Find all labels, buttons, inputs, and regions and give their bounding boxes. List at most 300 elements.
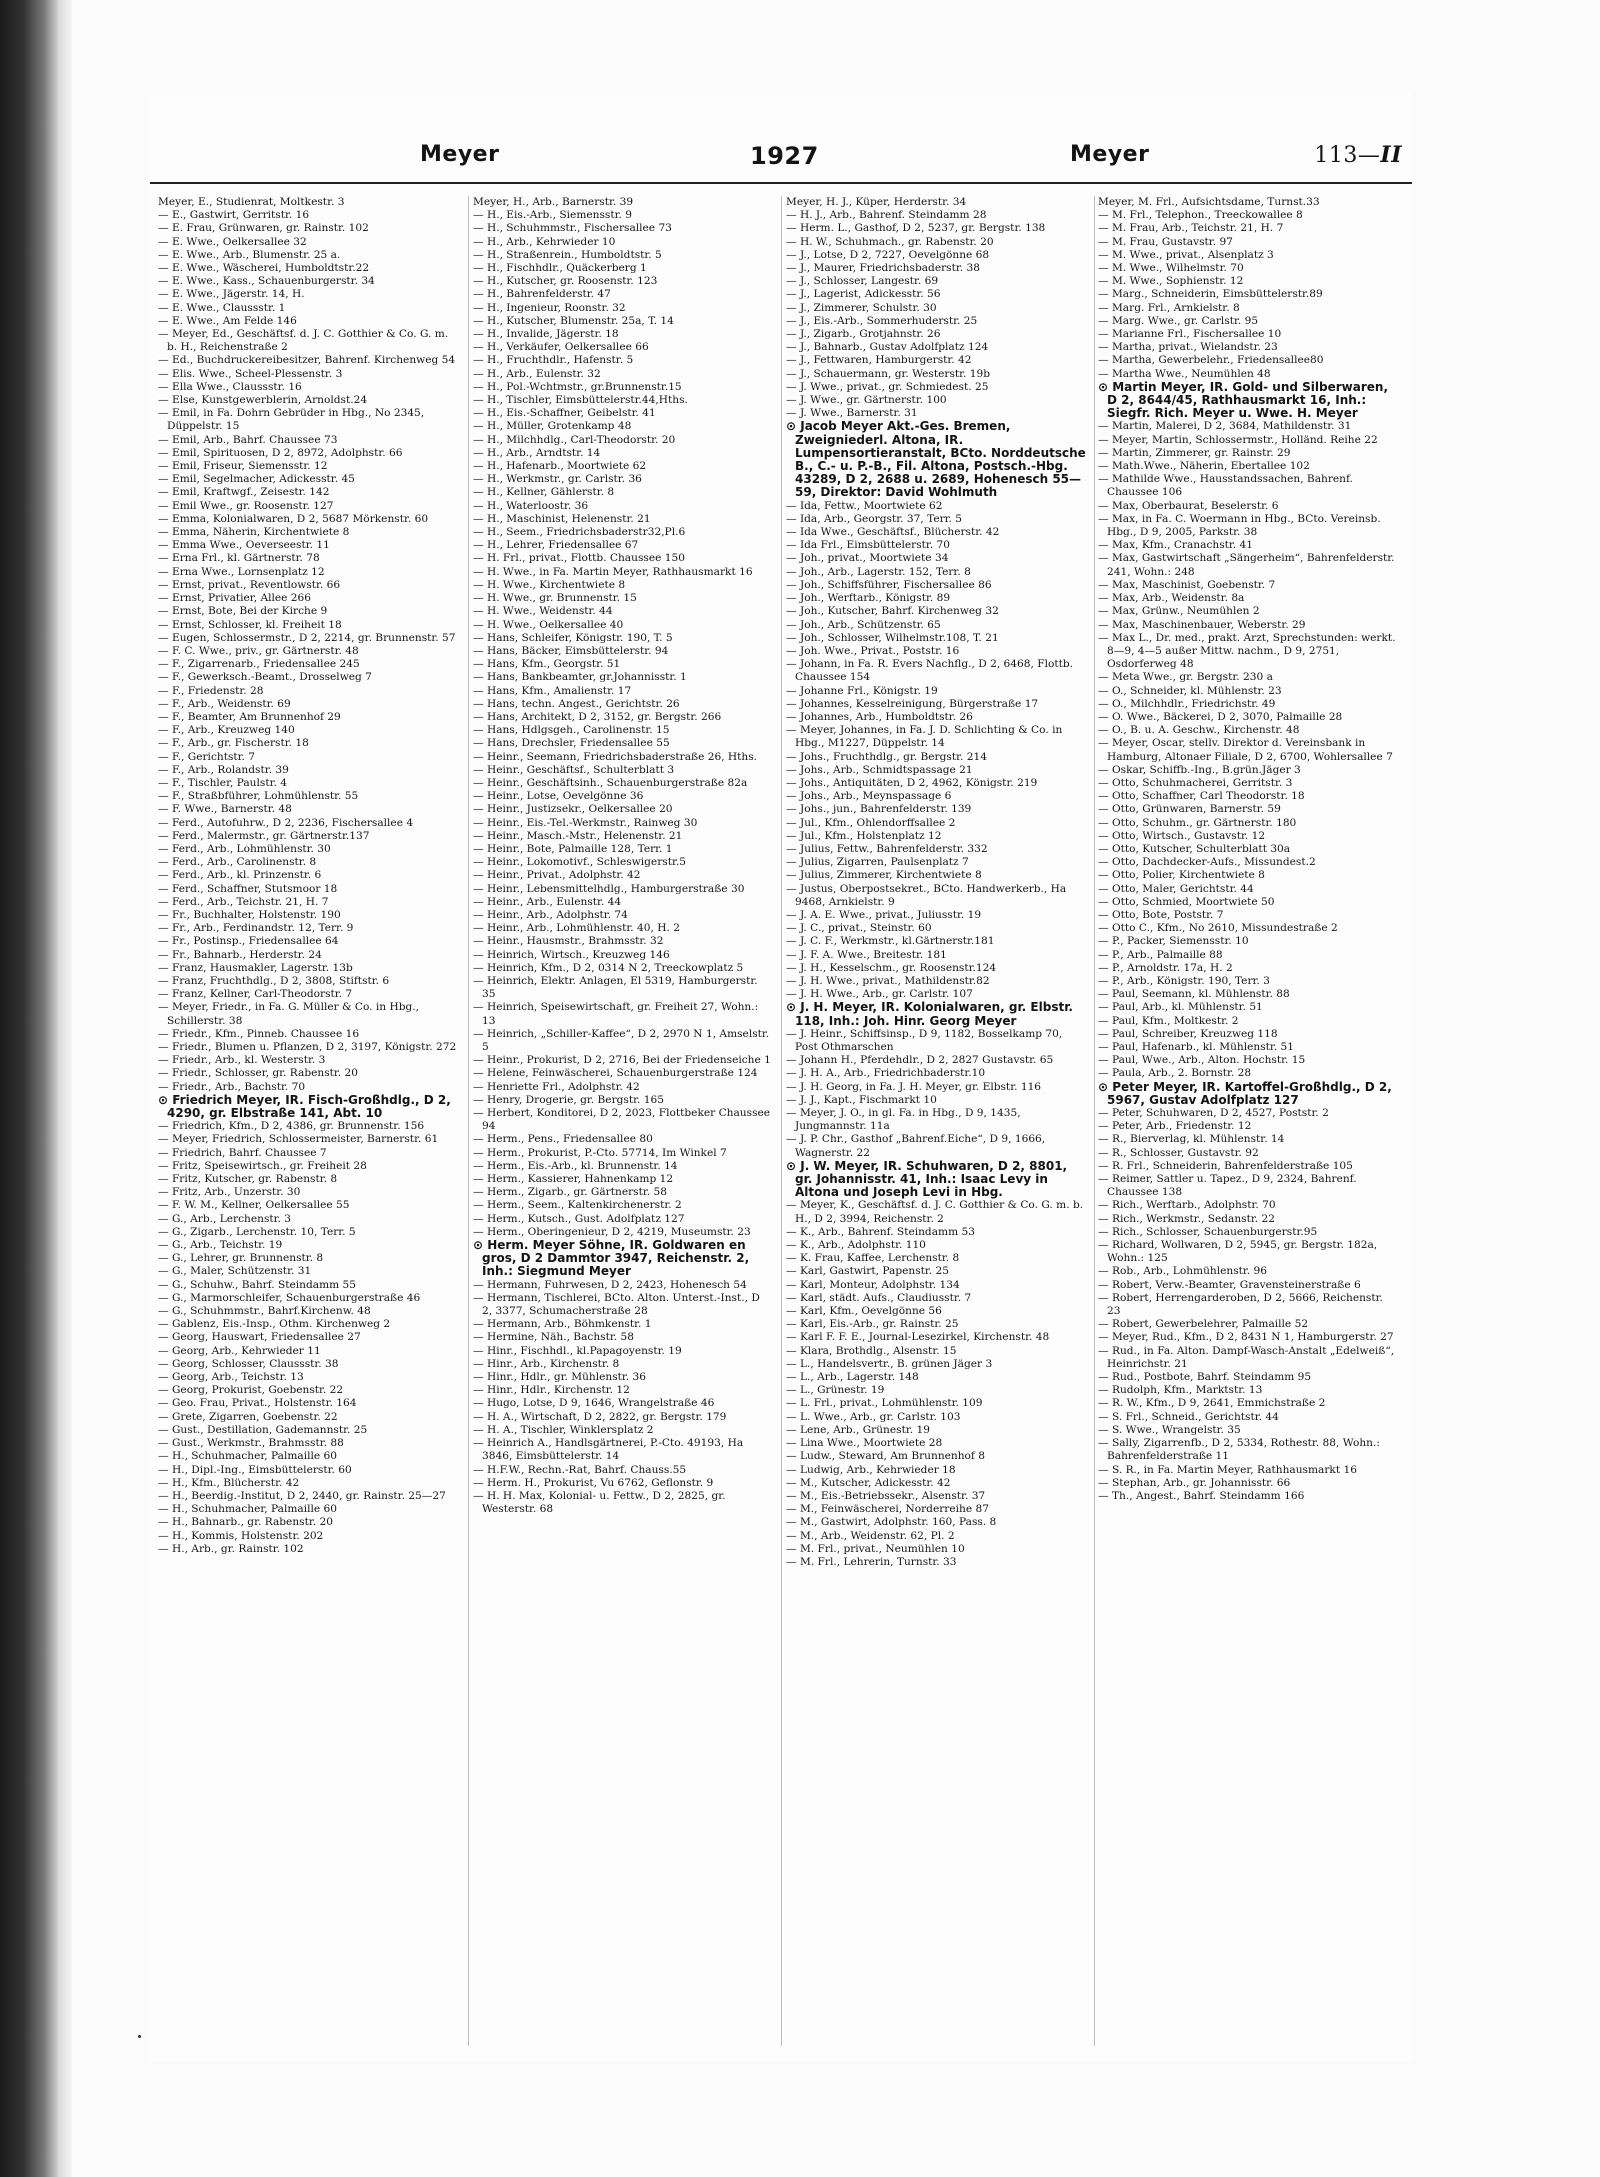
directory-entry: — J., Lotse, D 2, 7227, Oevelgönne 68 [786, 248, 990, 261]
directory-entry: — Ernst, Schlosser, kl. Freiheit 18 [158, 618, 342, 631]
directory-entry: — E. Wwe., Kass., Schauenburgerstr. 34 [158, 275, 375, 288]
book-binding-shadow [58, 0, 72, 2177]
directory-entry: — Meyer, Oscar, stellv. Direktor d. Vereinsbank in Hamburg, Altonaer Filiale, D 2, 6700, Wohlersallee 7 [1098, 737, 1393, 763]
directory-entry: — Robert, Verw.-Beamter, Gravensteinerstraße 6 [1098, 1278, 1361, 1291]
directory-entry: — Karl F. F. E., Journal-Lesezirkel, Kirchenstr. 48 [786, 1331, 1050, 1344]
directory-entry: — Ida Wwe., Geschäftsf., Blücherstr. 42 [786, 526, 1000, 539]
directory-entry: — G., Lehrer, gr. Brunnenstr. 8 [158, 1252, 324, 1265]
directory-entry: — Max, Grünw., Neumühlen 2 [1098, 605, 1260, 618]
directory-entry: — F., Tischler, Paulstr. 4 [158, 776, 287, 789]
directory-entry: — H., Dipl.-Ing., Eimsbüttelerstr. 60 [158, 1463, 352, 1476]
directory-entry: Meyer, M. Frl., Aufsichtsdame, Turnst.33 [1098, 196, 1320, 208]
directory-entry: — Henry, Drogerie, gr. Bergstr. 165 [473, 1093, 664, 1106]
directory-entry: ⊙ Jacob Meyer Akt.-Ges. Bremen, Zweigniederl. Altona, IR. Lumpensortieranstalt, BCto. Norddeutsche B., C.- u. P.-B., Fil. Altona, Postsch.-Hbg. 43289, D 2, 2688 u. 2689, Hohenesch 55—59, Direktor: David Wohlmuth [786, 419, 1086, 500]
directory-entry: — Ernst, Bote, Bei der Kirche 9 [158, 605, 328, 618]
directory-entry: — Emma, Näherin, Kirchentwiete 8 [158, 526, 350, 539]
directory-entry: — Heinrich, „Schiller-Kaffee“, D 2, 2970 N 1, Amselstr. 5 [473, 1027, 770, 1053]
page-number-value: 113— [1314, 143, 1381, 168]
directory-entry: — Julius, Zimmerer, Kirchentwiete 8 [786, 869, 982, 882]
scan-speck [138, 2035, 141, 2038]
directory-entry: — H. Wwe., Oelkersallee 40 [473, 618, 624, 631]
directory-entry: — E., Gastwirt, Gerritstr. 16 [158, 209, 310, 222]
directory-entry: — H., Ingenieur, Roonstr. 32 [473, 301, 626, 314]
directory-entry: — Reimer, Sattler u. Tapez., D 9, 2324, Bahrenf. Chaussee 138 [1098, 1173, 1357, 1199]
directory-entry: — Hans, Kfm., Amalienstr. 17 [473, 684, 632, 697]
directory-entry: — J. F. A. Wwe., Breitestr. 181 [786, 948, 947, 961]
directory-entry: — Herm. H., Prokurist, Vu 6762, Geflonstr. 9 [473, 1476, 714, 1489]
directory-entry: — H., Beerdig.-Institut, D 2, 2440, gr. Rainstr. 25—27 [158, 1489, 446, 1502]
directory-entry: — H., Eis.-Schaffner, Geibelstr. 41 [473, 407, 656, 420]
directory-entry: — Rich., Werkmstr., Sedanstr. 22 [1098, 1212, 1275, 1225]
directory-entry: — Friedrich, Kfm., D 2, 4386, gr. Brunnenstr. 156 [158, 1120, 425, 1133]
directory-entry: — Emil, Arb., Bahrf. Chaussee 73 [158, 433, 338, 446]
directory-entry: — G., Schuhw., Bahrf. Steindamm 55 [158, 1278, 357, 1291]
directory-entry: — Friedr., Arb., kl. Westerstr. 3 [158, 1054, 326, 1067]
directory-entry: — Fr., Arb., Ferdinandstr. 12, Terr. 9 [158, 922, 354, 935]
directory-entry: — K., Arb., Adolphstr. 110 [786, 1239, 926, 1252]
directory-entry: — Justus, Oberpostsekret., BCto. Handwerkerb., Ha 9468, Arnkielstr. 9 [786, 882, 1067, 908]
directory-entry: — Eugen, Schlossermstr., D 2, 2214, gr. Brunnenstr. 57 [158, 631, 456, 644]
directory-entry: — Jul., Kfm., Holstenplatz 12 [786, 829, 942, 842]
directory-entry: — Heinr., Hausmstr., Brahmsstr. 32 [473, 935, 664, 948]
directory-entry: — Joh., Arb., Lagerstr. 152, Terr. 8 [786, 565, 971, 578]
directory-entry: — F., Arb., gr. Fischerstr. 18 [158, 737, 309, 750]
directory-entry: — H., Kfm., Blücherstr. 42 [158, 1476, 300, 1489]
directory-entry: — F., Arb., Weidenstr. 69 [158, 697, 291, 710]
directory-entry: — H.F.W., Rechn.-Rat, Bahrf. Chauss.55 [473, 1463, 687, 1476]
directory-entry: — M. Wwe., Wilhelmstr. 70 [1098, 262, 1244, 275]
directory-entry: — Hans, Architekt, D 2, 3152, gr. Bergstr. 266 [473, 710, 722, 723]
directory-entry: — H., Arb., Arndtstr. 14 [473, 446, 601, 459]
directory-entry: — Karl, Eis.-Arb., gr. Rainstr. 25 [786, 1318, 959, 1331]
directory-entry: — H., Bahrenfelderstr. 47 [473, 288, 611, 301]
directory-entry: — H., Milchhdlg., Carl-Theodorstr. 20 [473, 433, 676, 446]
directory-entry: — Herm., Prokurist, P.-Cto. 57714, Im Winkel 7 [473, 1146, 727, 1159]
directory-entry: — Heinr., Seemann, Friedrichsbaderstraße 26, Hths. [473, 750, 758, 763]
directory-entry: — Th., Angest., Bahrf. Steindamm 166 [1098, 1489, 1305, 1502]
directory-entry: — J. Wwe., privat., gr. Schmiedest. 25 [786, 380, 989, 393]
directory-entry: — Franz, Kellner, Carl-Theodorstr. 7 [158, 988, 353, 1001]
directory-entry: — Lina Wwe., Moortwiete 28 [786, 1437, 943, 1450]
directory-entry: — Georg, Arb., Kehrwieder 11 [158, 1344, 321, 1357]
directory-entry: — Herm., Zigarb., gr. Gärtnerstr. 58 [473, 1186, 667, 1199]
directory-entry: — M. Frl., Telephon., Treeckowallee 8 [1098, 209, 1303, 222]
directory-entry: — Heinr., Privat., Adolphstr. 42 [473, 869, 641, 882]
directory-entry: — H., Straßenrein., Humboldtstr. 5 [473, 248, 662, 261]
directory-entry: — Martin, Malerei, D 2, 3684, Mathildenstr. 31 [1098, 420, 1352, 433]
directory-entry: — Georg, Arb., Teichstr. 13 [158, 1371, 304, 1384]
directory-entry: — Meyer, Rud., Kfm., D 2, 8431 N 1, Hamburgerstr. 27 [1098, 1331, 1394, 1344]
running-head-year: 1927 [750, 142, 819, 170]
page-number-suffix: II [1380, 142, 1402, 168]
directory-entry: — Emil, Segelmacher, Adickesstr. 45 [158, 473, 355, 486]
directory-entry: — Hermine, Näh., Bachstr. 58 [473, 1331, 634, 1344]
directory-entry: — Friedrich, Bahrf. Chaussee 7 [158, 1146, 327, 1159]
directory-entry: — Peter, Schuhwaren, D 2, 4527, Poststr. 2 [1098, 1107, 1329, 1120]
directory-entry: — Otto, Bote, Poststr. 7 [1098, 908, 1224, 921]
directory-entry: — Meta Wwe., gr. Bergstr. 230 a [1098, 671, 1273, 684]
directory-entry: — Otto, Schuhmacherei, Gerritstr. 3 [1098, 776, 1293, 789]
directory-entry: — P., Arnoldstr. 17a, H. 2 [1098, 961, 1233, 974]
directory-entry: — Georg, Schlosser, Claussstr. 38 [158, 1357, 339, 1370]
directory-entry: — G., Schuhmmstr., Bahrf.Kirchenw. 48 [158, 1305, 371, 1318]
directory-entry: — Johannes, Kesselreinigung, Bürgerstraße 17 [786, 697, 1039, 710]
directory-entry: — Heinrich, Elektr. Anlagen, El 5319, Hamburgerstr. 35 [473, 974, 758, 1001]
directory-entry: — Fr., Postinsp., Friedensallee 64 [158, 935, 339, 948]
directory-entry: — Richard, Wollwaren, D 2, 5945, gr. Bergstr. 182a, Wohn.: 125 [1098, 1239, 1378, 1265]
directory-entry: — Herm., Pens., Friedensallee 80 [473, 1133, 653, 1146]
directory-entry: — Herbert, Konditorei, D 2, 2023, Flottbeker Chaussee 94 [473, 1107, 771, 1133]
directory-entry: — S. Frl., Schneid., Gerichtstr. 44 [1098, 1410, 1279, 1423]
directory-entry: — R., Bierverlag, kl. Mühlenstr. 14 [1098, 1133, 1285, 1146]
directory-entry: — Emil, Friseur, Siemensstr. 12 [158, 460, 328, 473]
directory-entry: — Paul, Seemann, kl. Mühlenstr. 88 [1098, 988, 1290, 1001]
directory-entry: — Heinr., Prokurist, D 2, 2716, Bei der Friedenseiche 1 [473, 1054, 771, 1067]
directory-entry: — H., Kutscher, Blumenstr. 25a, T. 14 [473, 314, 674, 327]
directory-entry: — Johs., Arb., Meynspassage 6 [786, 790, 952, 803]
page-header [150, 142, 1412, 182]
directory-entry: — Otto, Dachdecker-Aufs., Missundest.2 [1098, 856, 1316, 869]
directory-columns [158, 196, 1408, 2046]
directory-entry: — Georg, Hauswart, Friedensallee 27 [158, 1331, 361, 1344]
directory-entry: — H., Eis.-Arb., Siemensstr. 9 [473, 209, 632, 222]
directory-entry: — J. J., Kapt., Fischmarkt 10 [786, 1093, 937, 1106]
directory-entry: — L., Handelsvertr., B. grünen Jäger 3 [786, 1357, 993, 1370]
directory-entry: — J. C., privat., Steinstr. 60 [786, 922, 932, 935]
directory-entry: — H. Wwe., Kirchentwiete 8 [473, 578, 626, 591]
directory-entry: — Julius, Zigarren, Paulsenplatz 7 [786, 856, 969, 869]
directory-entry: — Joh., Schlosser, Wilhelmstr.108, T. 21 [786, 631, 999, 644]
directory-entry: — Gust., Werkmstr., Brahmsstr. 88 [158, 1437, 344, 1450]
directory-entry: — H., Waterloostr. 36 [473, 499, 589, 512]
directory-entry: — F., Gerichtstr. 7 [158, 750, 256, 763]
directory-entry: — H., Kellner, Gählerstr. 8 [473, 486, 615, 499]
directory-entry: — Henriette Frl., Adolphstr. 42 [473, 1080, 640, 1093]
directory-entry: — Otto, Kutscher, Schulterblatt 30a [1098, 842, 1291, 855]
directory-entry: — Elis. Wwe., Scheel-Plessenstr. 3 [158, 367, 343, 380]
directory-entry: — Heinr., Arb., Adolphstr. 74 [473, 908, 628, 921]
directory-entry: — Paul, Schreiber, Kreuzweg 118 [1098, 1027, 1278, 1040]
directory-entry: — Heinr., Bote, Palmaille 128, Terr. 1 [473, 842, 673, 855]
directory-entry: — Herm., Oberingenieur, D 2, 4219, Museumstr. 23 [473, 1225, 751, 1238]
directory-entry: — M. Frau, Gustavstr. 97 [1098, 235, 1233, 248]
directory-entry: — J. Wwe., gr. Gärtnerstr. 100 [786, 394, 947, 407]
directory-entry: — Otto, Grünwaren, Barnerstr. 59 [1098, 803, 1281, 816]
directory-entry: — E. Wwe., Jägerstr. 14, H. [158, 288, 305, 301]
directory-entry: — Grete, Zigarren, Goebenstr. 22 [158, 1410, 338, 1423]
directory-entry: — Hans, Kfm., Georgstr. 51 [473, 658, 621, 671]
directory-entry: — Rudolph, Kfm., Marktstr. 13 [1098, 1384, 1263, 1397]
directory-entry: — Rich., Werftarb., Adolphstr. 70 [1098, 1199, 1276, 1212]
directory-entry: — G., Marmorschleifer, Schauenburgerstraße 46 [158, 1291, 421, 1304]
directory-entry: — Ferd., Arb., Teichstr. 21, H. 7 [158, 895, 329, 908]
directory-entry: Meyer, E., Studienrat, Moltkestr. 3 [158, 196, 345, 208]
directory-entry: — Franz, Fruchthdlg., D 2, 3808, Stiftstr. 6 [158, 974, 390, 987]
directory-entry: — E. Wwe., Wäscherei, Humboldtstr.22 [158, 262, 370, 275]
directory-entry: — L., Grünestr. 19 [786, 1384, 885, 1397]
directory-entry: — J. A. E. Wwe., privat., Juliusstr. 19 [786, 908, 982, 921]
directory-entry: — Friedr., Schlosser, gr. Rabenstr. 20 [158, 1067, 359, 1080]
directory-entry: — Friedr., Blumen u. Pflanzen, D 2, 3197, Königstr. 272 [158, 1041, 457, 1053]
directory-entry: — L. Frl., privat., Lohmühlenstr. 109 [786, 1397, 983, 1410]
directory-entry: ⊙ Herm. Meyer Söhne, IR. Goldwaren en gros, D 2 Dammtor 3947, Reichenstr. 2, Inh.: Siegmund Meyer [473, 1238, 750, 1279]
directory-entry: — H., Arb., Kehrwieder 10 [473, 235, 616, 248]
directory-entry: — Math.Wwe., Näherin, Ebertallee 102 [1098, 460, 1310, 473]
directory-entry: — E. Frau, Grünwaren, gr. Rainstr. 102 [158, 222, 369, 235]
directory-entry: — Heinr., Justizsekr., Oelkersallee 20 [473, 803, 673, 816]
directory-entry: — Hugo, Lotse, D 9, 1646, Wrangelstraße 46 [473, 1397, 715, 1410]
directory-entry: — Karl, Monteur, Adolphstr. 134 [786, 1278, 960, 1291]
directory-entry: — Martin, Zimmerer, gr. Rainstr. 29 [1098, 446, 1291, 459]
directory-entry: — F., Straßbführer, Lohmühlenstr. 55 [158, 790, 359, 803]
directory-entry: — Joh., Werftarb., Königstr. 89 [786, 592, 951, 605]
directory-entry: — Ed., Buchdruckereibesitzer, Bahrenf. Kirchenweg 54 [158, 354, 456, 367]
directory-entry: — S. Wwe., Wrangelstr. 35 [1098, 1423, 1241, 1436]
directory-entry: — H., Verkäufer, Oelkersallee 66 [473, 341, 649, 354]
directory-entry: — H., Müller, Grotenkamp 48 [473, 420, 632, 433]
directory-entry: — H. A., Tischler, Winklersplatz 2 [473, 1423, 654, 1436]
directory-entry: — Otto, Schuhm., gr. Gärtnerstr. 180 [1098, 816, 1297, 829]
directory-entry: — Ferd., Arb., kl. Prinzenstr. 6 [158, 869, 322, 882]
directory-entry: — Otto, Schaffner, Carl Theodorstr. 18 [1098, 790, 1305, 803]
directory-entry: — P., Packer, Siemensstr. 10 [1098, 935, 1249, 948]
directory-entry: — Fritz, Arb., Unzerstr. 30 [158, 1186, 301, 1199]
directory-entry: — Paul, Arb., kl. Mühlenstr. 51 [1098, 1001, 1263, 1014]
directory-entry: — Heinr., Geschäftsf., Schulterblatt 3 [473, 763, 675, 776]
directory-entry: — Hans, Schleifer, Königstr. 190, T. 5 [473, 631, 673, 644]
directory-entry: — Meyer, J. O., in gl. Fa. in Hbg., D 9, 1435, Jungmannstr. 11a [786, 1107, 1021, 1133]
directory-entry: — Oskar, Schiffb.-Ing., B.grün.Jäger 3 [1098, 763, 1301, 776]
directory-entry: — Karl, Kfm., Oevelgönne 56 [786, 1305, 942, 1318]
directory-entry: — Herm., Kassierer, Hahnenkamp 12 [473, 1173, 674, 1186]
directory-entry: — Heinr., Arb., Eulenstr. 44 [473, 895, 622, 908]
directory-entry: — H., Fruchthdlr., Hafenstr. 5 [473, 354, 634, 367]
directory-entry: — Ludw., Steward, Am Brunnenhof 8 [786, 1450, 985, 1463]
directory-entry: — G., Arb., Teichstr. 19 [158, 1239, 283, 1252]
directory-entry: — Herm. L., Gasthof, D 2, 5237, gr. Bergstr. 138 [786, 222, 1046, 235]
directory-entry: — Hinr., Arb., Kirchenstr. 8 [473, 1357, 620, 1370]
directory-entry: — Jul., Kfm., Ohlendorffsallee 2 [786, 816, 956, 829]
directory-entry: — Otto, Schmied, Moortwiete 50 [1098, 895, 1275, 908]
directory-entry: — H. Wwe., gr. Brunnenstr. 15 [473, 592, 637, 605]
directory-entry: — O., B. u. A. Geschw., Kirchenstr. 48 [1098, 724, 1300, 737]
directory-entry: — Joh. Wwe., Privat., Poststr. 16 [786, 644, 960, 657]
directory-entry: — Johs., Fruchthdlg., gr. Bergstr. 214 [786, 750, 987, 763]
directory-entry: — Hinr., Fischhdl., kl.Papagoyenstr. 19 [473, 1344, 682, 1357]
directory-entry: ⊙ Peter Meyer, IR. Kartoffel-Großhdlg., D 2, 5967, Gustav Adolfplatz 127 [1098, 1079, 1392, 1107]
directory-entry: — Joh., Arb., Schützenstr. 65 [786, 618, 941, 631]
directory-entry: — Fritz, Kutscher, gr. Rabenstr. 8 [158, 1173, 338, 1186]
directory-entry: — Emil, in Fa. Dohrn Gebrüder in Hbg., No 2345, Düppelstr. 15 [158, 407, 425, 433]
directory-entry: — H. H. Max, Kolonial- u. Fettw., D 2, 2825, gr. Westerstr. 68 [473, 1489, 726, 1516]
directory-entry: — Hermann, Tischlerei, BCto. Alton. Unterst.-Inst., D 2, 3377, Schumacherstraße 28 [473, 1291, 760, 1318]
directory-entry: — Martha, Gewerbelehr., Friedensallee80 [1098, 354, 1324, 367]
directory-entry: — Johann H., Pferdehdlr., D 2, 2827 Gustavstr. 65 [786, 1054, 1054, 1067]
directory-entry: — J. C. F., Werkmstr., kl.Gärtnerstr.181 [786, 935, 995, 948]
directory-entry: — K. Frau, Kaffee, Lerchenstr. 8 [786, 1252, 960, 1265]
directory-entry: — H., Maschinist, Helenenstr. 21 [473, 512, 651, 525]
directory-entry: — Meyer, Martin, Schlossermstr., Holländ. Reihe 22 [1098, 433, 1378, 446]
directory-entry: — Karl, städt. Aufs., Claudiusstr. 7 [786, 1291, 972, 1304]
directory-entry: — Meyer, Friedrich, Schlossermeister, Barnerstr. 61 [158, 1133, 439, 1146]
directory-page [150, 92, 1412, 2062]
directory-entry: — Ida, Fettw., Moortwiete 62 [786, 499, 943, 512]
directory-entry: — Max, Oberbaurat, Beselerstr. 6 [1098, 499, 1279, 512]
directory-entry: — Ferd., Arb., Lohmühlenstr. 30 [158, 842, 331, 855]
directory-entry: — E. Wwe., Am Felde 146 [158, 314, 297, 327]
directory-entry: — Erna Wwe., Lornsenplatz 12 [158, 565, 325, 578]
directory-entry: — F., Friedenstr. 28 [158, 684, 264, 697]
directory-entry: — R. Frl., Schneiderin, Bahrenfelderstraße 105 [1098, 1159, 1353, 1172]
directory-column-2 [473, 196, 773, 2046]
directory-entry: — Franz, Hausmakler, Lagerstr. 13b [158, 961, 353, 974]
running-head-right: Meyer [1070, 142, 1150, 167]
directory-entry: — F. C. Wwe., priv., gr. Gärtnerstr. 48 [158, 644, 359, 657]
directory-entry: — Ferd., Autofuhrw., D 2, 2236, Fischersallee 4 [158, 816, 414, 829]
directory-entry: — L. Wwe., Arb., gr. Carlstr. 103 [786, 1410, 961, 1423]
directory-entry: — Fr., Buchhalter, Holstenstr. 190 [158, 908, 341, 921]
directory-entry: — M. Wwe., privat., Alsenplatz 3 [1098, 248, 1274, 261]
directory-entry: — H., Fischhdlr., Quäckerberg 1 [473, 262, 647, 275]
directory-entry: — Gablenz, Eis.-Insp., Othm. Kirchenweg 2 [158, 1318, 391, 1331]
directory-entry: — Max, Arb., Weidenstr. 8a [1098, 592, 1245, 605]
directory-entry: — J. H. Wwe., Arb., gr. Carlstr. 107 [786, 988, 973, 1001]
directory-entry: — Stephan, Arb., gr. Johannisstr. 66 [1098, 1476, 1291, 1489]
directory-entry: — H., Seem., Friedrichsbaderstr32,Pl.6 [473, 526, 686, 539]
directory-entry: — Peter, Arb., Friedenstr. 12 [1098, 1120, 1252, 1133]
directory-entry: — Otto, Polier, Kirchentwiete 8 [1098, 869, 1265, 882]
directory-entry: — L., Arb., Lagerstr. 148 [786, 1371, 919, 1384]
directory-entry: — H., Hafenarb., Moortwiete 62 [473, 460, 647, 473]
directory-entry: — M., Eis.-Betriebssekr., Alsenstr. 37 [786, 1489, 986, 1502]
directory-entry: — Fritz, Speisewirtsch., gr. Freiheit 28 [158, 1159, 367, 1172]
directory-entry: — Ernst, privat., Reventlowstr. 66 [158, 578, 341, 591]
directory-entry: — Emil, Kraftwgf., Zeisestr. 142 [158, 486, 330, 499]
directory-entry: — Emma Wwe., Oeverseestr. 11 [158, 539, 330, 552]
directory-entry: — Joh., Kutscher, Bahrf. Kirchenweg 32 [786, 605, 999, 618]
directory-entry: — Max, Kfm., Cranachstr. 41 [1098, 539, 1254, 552]
directory-entry: — J., Zigarb., Grotjahnstr. 26 [786, 328, 941, 341]
directory-entry: — M. Frl., privat., Neumühlen 10 [786, 1542, 965, 1555]
directory-entry: — J., Fettwaren, Hamburgerstr. 42 [786, 354, 972, 367]
directory-entry: — Paul, Wwe., Arb., Alton. Hochstr. 15 [1098, 1054, 1306, 1067]
directory-entry: — K., Arb., Bahrenf. Steindamm 53 [786, 1225, 975, 1238]
directory-entry: — Johs., Antiquitäten, D 2, 4962, Königstr. 219 [786, 776, 1038, 789]
directory-entry: — Otto, Maler, Gerichtstr. 44 [1098, 882, 1254, 895]
directory-entry: — H., Schuhmacher, Palmaille 60 [158, 1450, 337, 1463]
directory-entry: — Marg. Frl., Arnkielstr. 8 [1098, 301, 1240, 314]
directory-entry: — Johs., Arb., Schmidtspassage 21 [786, 763, 973, 776]
directory-entry: — Rob., Arb., Lohmühlenstr. 96 [1098, 1265, 1268, 1278]
directory-entry: — Hans, Hdlgsgeh., Carolinenstr. 15 [473, 724, 670, 737]
directory-entry: — Ferd., Malermstr., gr. Gärtnerstr.137 [158, 829, 370, 842]
directory-entry: — Herm., Seem., Kaltenkirchenerstr. 2 [473, 1199, 682, 1212]
directory-entry: — H. Wwe., Weidenstr. 44 [473, 605, 613, 618]
directory-entry: — O. Wwe., Bäckerei, D 2, 3070, Palmaille 28 [1098, 710, 1343, 723]
directory-entry: — Otto C., Kfm., No 2610, Missundestraße 2 [1098, 922, 1338, 935]
directory-entry: — Helene, Feinwäscherei, Schauenburgerstraße 124 [473, 1067, 758, 1080]
directory-entry: — E. Wwe., Arb., Blumenstr. 25 a. [158, 248, 341, 261]
directory-entry: — Friedr., Kfm., Pinneb. Chaussee 16 [158, 1027, 360, 1040]
directory-entry: — Max, Maschinist, Goebenstr. 7 [1098, 578, 1276, 591]
directory-entry: ⊙ Martin Meyer, IR. Gold- und Silberwaren, D 2, 8644/45, Rathhausmarkt 16, Inh.: Siegfr. Rich. Meyer u. Wwe. H. Meyer [1098, 379, 1389, 421]
directory-entry: — Erna Frl., kl. Gärtnerstr. 78 [158, 552, 320, 565]
directory-entry: ⊙ J. W. Meyer, IR. Schuhwaren, D 2, 8801, gr. Johannisstr. 41, Inh.: Isaac Levy in Altona und Joseph Levi in Hbg. [786, 1158, 1068, 1200]
directory-entry: — G., Arb., Lerchenstr. 3 [158, 1212, 292, 1225]
directory-entry: — Hermann, Arb., Böhmkenstr. 1 [473, 1318, 652, 1331]
directory-entry: — H., Bahnarb., gr. Rabenstr. 20 [158, 1516, 333, 1529]
directory-entry: — Max, Maschinenbauer, Weberstr. 29 [1098, 618, 1306, 631]
directory-entry: — M. Wwe., Sophienstr. 12 [1098, 275, 1244, 288]
directory-entry: — Johs., jun., Bahrenfelderstr. 139 [786, 803, 972, 816]
directory-entry: — Julius, Fettw., Bahrenfelderstr. 332 [786, 842, 988, 855]
directory-entry: — Herm., Eis.-Arb., kl. Brunnenstr. 14 [473, 1159, 678, 1172]
directory-entry: — G., Maler, Schützenstr. 31 [158, 1265, 312, 1278]
directory-entry: — Sally, Zigarrenfb., D 2, 5334, Rothestr. 88, Wohn.: Bahrenfelderstraße 11 [1098, 1437, 1380, 1463]
directory-entry: ⊙ J. H. Meyer, IR. Kolonialwaren, gr. Elbstr. 118, Inh.: Joh. Hinr. Georg Meyer [786, 1000, 1073, 1028]
directory-entry: — Max L., Dr. med., prakt. Arzt, Sprechstunden: werkt. 8—9, 4—5 außer Mittw. nachm., D 9, 2751, Osdorferweg 48 [1098, 631, 1396, 671]
directory-column-3 [786, 196, 1086, 2046]
directory-entry: — O., Schneider, kl. Mühlenstr. 23 [1098, 684, 1282, 697]
directory-entry: — M., Gastwirt, Adolphstr. 160, Pass. 8 [786, 1516, 997, 1529]
directory-entry: — Heinr., Lokomotivf., Schleswigerstr.5 [473, 856, 686, 869]
directory-entry: — H., Arb., Eulenstr. 32 [473, 367, 601, 380]
directory-entry: — H., Tischler, Eimsbüttelerstr.44,Hths. [473, 394, 688, 407]
directory-entry: — J. H. Wwe., privat., Mathildenstr.82 [786, 974, 990, 987]
directory-entry: — Fr., Bahnarb., Herderstr. 24 [158, 948, 322, 961]
directory-entry: — Robert, Herrengarderoben, D 2, 5666, Reichenstr. 23 [1098, 1291, 1383, 1318]
directory-entry: — Friedr., Arb., Bachstr. 70 [158, 1080, 306, 1093]
directory-entry: ⊙ Friedrich Meyer, IR. Fisch-Großhdlg., D 2, 4290, gr. Elbstraße 141, Abt. 10 [158, 1092, 451, 1121]
directory-entry: — M., Feinwäscherei, Norderreihe 87 [786, 1503, 989, 1516]
directory-entry: — Ida, Arb., Georgstr. 37, Terr. 5 [786, 512, 963, 525]
directory-entry: — J. Wwe., Barnerstr. 31 [786, 407, 918, 420]
directory-entry: — Meyer, Friedr., in Fa. G. Müller & Co. in Hbg., Schillerstr. 38 [158, 1001, 419, 1027]
directory-entry: — O., Milchhdlr., Friedrichstr. 49 [1098, 697, 1276, 710]
directory-entry: — J. P. Chr., Gasthof „Bahrenf.Eiche“, D 9, 1666, Wagnerstr. 22 [786, 1133, 1046, 1159]
directory-entry: — F., Zigarrenarb., Friedensallee 245 [158, 658, 360, 671]
directory-entry: — Johann, in Fa. R. Evers Nachflg., D 2, 6468, Flottb. Chaussee 154 [786, 658, 1074, 684]
directory-entry: — Hans, techn. Angest., Gerichtstr. 26 [473, 697, 680, 710]
directory-entry: — S. R., in Fa. Martin Meyer, Rathhausmarkt 16 [1098, 1463, 1357, 1476]
directory-entry: — H., Kutscher, gr. Roosenstr. 123 [473, 275, 658, 288]
directory-entry: — Ernst, Privatier, Allee 266 [158, 592, 311, 605]
directory-entry: — Lene, Arb., Grünestr. 19 [786, 1423, 930, 1436]
directory-entry: — J., Maurer, Friedrichsbaderstr. 38 [786, 262, 980, 275]
directory-entry: — F., Gewerksch.-Beamt., Drosselweg 7 [158, 671, 372, 684]
directory-entry: — Emil Wwe., gr. Roosenstr. 127 [158, 499, 334, 512]
directory-entry: — Heinrich, Speisewirtschaft, gr. Freiheit 27, Wohn.: 13 [473, 1001, 759, 1027]
directory-entry: — J., Bahnarb., Gustav Adolfplatz 124 [786, 341, 989, 354]
directory-entry: — Gust., Destillation, Gademannstr. 25 [158, 1423, 368, 1436]
directory-entry: — G., Zigarb., Lerchenstr. 10, Terr. 5 [158, 1225, 356, 1238]
directory-entry: — Hinr., Hdlr., gr. Mühlenstr. 36 [473, 1371, 647, 1384]
directory-entry: — H., Schuhmmstr., Fischersallee 73 [473, 222, 672, 235]
directory-entry: — F. W. M., Kellner, Oelkersallee 55 [158, 1199, 350, 1212]
directory-entry: — P., Arb., Palmaille 88 [1098, 948, 1223, 961]
directory-entry: — H. W., Schuhmach., gr. Rabenstr. 20 [786, 235, 994, 248]
directory-entry: — Hans, Bäcker, Eimsbüttelerstr. 94 [473, 644, 669, 657]
directory-entry: — J., Schauermann, gr. Westerstr. 19b [786, 367, 991, 380]
directory-entry: — M., Arb., Weidenstr. 62, Pl. 2 [786, 1529, 955, 1542]
directory-entry: — H., Invalide, Jägerstr. 18 [473, 328, 619, 341]
directory-entry: — H., Lehrer, Friedensallee 67 [473, 539, 639, 552]
directory-entry: — Heinr., Geschäftsinh., Schauenburgerstraße 82a [473, 776, 748, 789]
directory-entry: — Meyer, Johannes, in Fa. J. D. Schlichting & Co. in Hbg., M1227, Düppelstr. 14 [786, 724, 1063, 750]
directory-entry: — Heinr., Eis.-Tel.-Werkmstr., Rainweg 30 [473, 816, 698, 829]
directory-entry: — Rich., Schlosser, Schauenburgerstr.95 [1098, 1225, 1318, 1238]
directory-entry: — Ferd., Schaffner, Stutsmoor 18 [158, 882, 338, 895]
